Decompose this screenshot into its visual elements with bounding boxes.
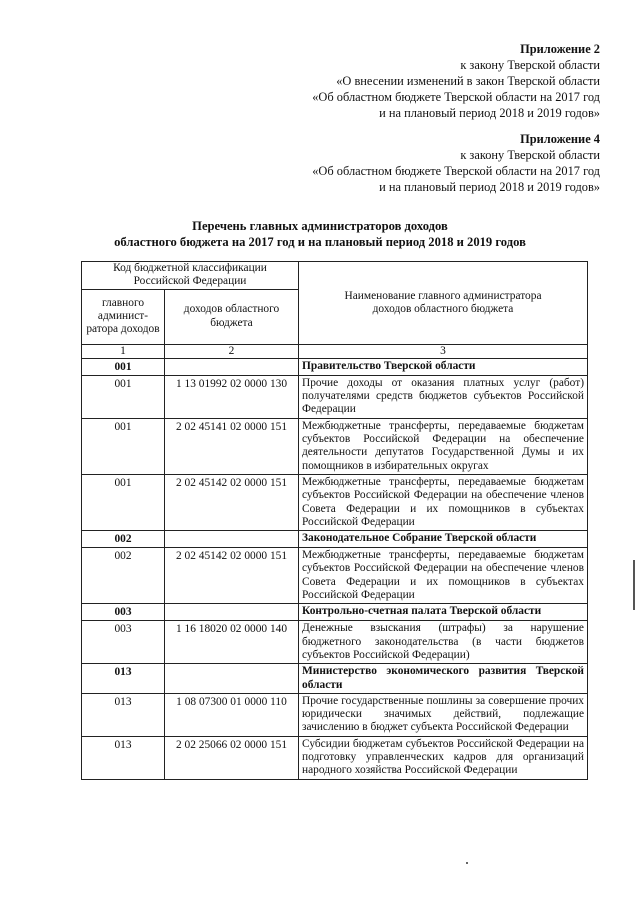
appendix-2-block [312,41,600,121]
appendix-2-line: к закону Тверской области [460,58,600,72]
revenue-code-cell: 2 02 45142 02 0000 151 [165,548,299,604]
description-cell: Контрольно-счетная палата Тверской области [299,604,588,621]
revenue-row [82,621,588,664]
revenue-code-cell [165,664,299,694]
admin-code-cell: 001 [82,375,165,418]
header-revenues: доходов областного бюджета [165,289,299,344]
description-cell: Законодательное Собрание Тверской области [299,531,588,548]
admin-code-cell: 003 [82,621,165,664]
admin-code-cell: 001 [82,358,165,375]
revenue-row [82,736,588,779]
column-number-row [82,344,588,358]
description-cell: Межбюджетные трансферты, передаваемые бюджетам субъектов Российской Федерации на обеспечение членов Совета Федерации и их помощников в субъектах Российской Федерации [299,474,588,530]
header-main-admin: главного админист-ратора доходов [82,289,165,344]
appendix-4-block [312,131,600,195]
revenue-code-cell: 2 02 45141 02 0000 151 [165,418,299,474]
description-cell: Правительство Тверской области [299,358,588,375]
admin-code-cell: 013 [82,693,165,736]
revenue-code-cell [165,358,299,375]
header-row [82,262,588,290]
appendix-4-line: «Об областном бюджете Тверской области на 2017 год [312,164,600,178]
admin-code-cell: 013 [82,736,165,779]
revenue-code-cell: 1 08 07300 01 0000 110 [165,693,299,736]
revenue-code-cell [165,531,299,548]
column-number: 2 [165,344,299,358]
document-title-line: Перечень главных администраторов доходов [192,219,448,233]
appendix-2-line: «О внесении изменений в закон Тверской области [336,74,600,88]
description-cell: Министерство экономического развития Тверской области [299,664,588,694]
administrator-row [82,664,588,694]
admin-code-cell: 002 [82,531,165,548]
description-cell: Прочие доходы от оказания платных услуг (работ) получателями средств бюджетов субъектов Российской Федерации [299,375,588,418]
appendix-2-line: «Об областном бюджете Тверской области на 2017 год [312,90,600,104]
column-number: 3 [299,344,588,358]
revenue-row [82,474,588,530]
revenue-row [82,418,588,474]
revenue-code-cell [165,604,299,621]
appendix-2-title: Приложение 2 [520,42,600,56]
revenue-row [82,693,588,736]
appendix-2-line: и на плановый период 2018 и 2019 годов» [379,106,600,120]
header-name: Наименование главного администратора доходов областного бюджета [299,262,588,345]
description-cell: Межбюджетные трансферты, передаваемые бюджетам субъектов Российской Федерации на обеспечение деятельности депутатов Государственной Думы и их помощников в избирательных округах [299,418,588,474]
administrators-table [81,261,588,780]
revenue-row [82,375,588,418]
description-cell: Прочие государственные пошлины за совершение прочих юридически значимых действий, подлежащие зачислению в бюджет субъекта Российской Федерации [299,693,588,736]
admin-code-cell: 001 [82,418,165,474]
scan-edge-mark [633,560,635,610]
appendix-4-title: Приложение 4 [520,132,600,146]
administrator-row [82,604,588,621]
administrator-row [82,358,588,375]
revenue-code-cell: 1 13 01992 02 0000 130 [165,375,299,418]
document-title-line: областного бюджета на 2017 год и на плановый период 2018 и 2019 годов [114,235,526,249]
scan-dot [466,862,468,864]
administrator-row [82,531,588,548]
appendix-4-line: к закону Тверской области [460,148,600,162]
admin-code-cell: 003 [82,604,165,621]
description-cell: Субсидии бюджетам субъектов Российской Федерации на подготовку управленческих кадров для организаций народного хозяйства Российской Федерации [299,736,588,779]
column-number: 1 [82,344,165,358]
revenue-code-cell: 2 02 25066 02 0000 151 [165,736,299,779]
revenue-row [82,548,588,604]
revenue-code-cell: 1 16 18020 02 0000 140 [165,621,299,664]
description-cell: Межбюджетные трансферты, передаваемые бюджетам субъектов Российской Федерации на обеспечение членов Совета Федерации и их помощников в субъектах Российской Федерации [299,548,588,604]
admin-code-cell: 001 [82,474,165,530]
document-title [60,218,580,250]
admin-code-cell: 013 [82,664,165,694]
appendix-4-line: и на плановый период 2018 и 2019 годов» [379,180,600,194]
header-kbk: Код бюджетной классификации Российской Федерации [82,262,299,290]
revenue-code-cell: 2 02 45142 02 0000 151 [165,474,299,530]
admin-code-cell: 002 [82,548,165,604]
description-cell: Денежные взыскания (штрафы) за нарушение бюджетного законодательства (в части бюджетов субъектов Российской Федерации) [299,621,588,664]
